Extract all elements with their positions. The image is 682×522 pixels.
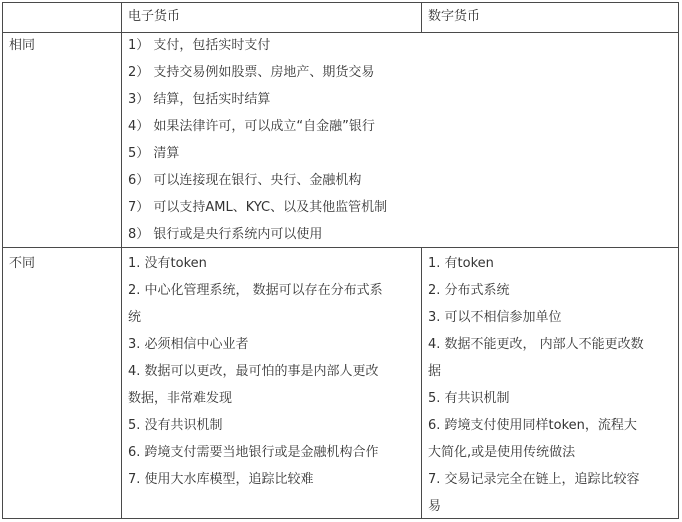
list-item: 6. 跨境支付使用同样token，流程大 <box>428 418 637 433</box>
list-item: 7. 使用大水库模型，追踪比较难 <box>128 472 314 487</box>
list-item: 2. 分布式系统 <box>428 283 510 298</box>
list-item: 4） 如果法律许可，可以成立“自金融”银行 <box>128 119 375 134</box>
list-item: 5. 没有共识机制 <box>128 418 223 433</box>
list-item: 1. 没有token <box>128 256 207 271</box>
list-item: 易 <box>428 499 442 514</box>
list-item: 4. 数据可以更改，最可怕的事是内部人更改 <box>128 364 379 379</box>
list-item: 6） 可以连接现在银行、央行、金融机构 <box>128 173 362 188</box>
list-item: 2. 中心化管理系统， 数据可以存在分布式系 <box>128 283 383 298</box>
list-item: 5） 清算 <box>128 146 180 161</box>
table-border-header <box>2 32 679 33</box>
list-item: 7） 可以支持AML、KYC、以及其他监管机制 <box>128 200 388 215</box>
list-item: 1） 支付，包括实时支付 <box>128 38 271 53</box>
list-item: 4. 数据不能更改， 内部人不能更改数 <box>428 337 644 352</box>
table-border-col1 <box>121 2 122 519</box>
list-item: 3. 必须相信中心业者 <box>128 337 249 352</box>
list-item: 据 <box>428 364 442 379</box>
table-border-row <box>2 247 679 248</box>
table-border-top <box>2 2 679 3</box>
row-label-different: 不同 <box>9 256 36 271</box>
table-border-bottom <box>2 518 679 519</box>
list-item: 8） 银行或是央行系统内可以使用 <box>128 227 323 242</box>
table-border-col2-bottom <box>421 247 422 519</box>
table-border-left <box>2 2 3 519</box>
table-border-col2-top <box>421 2 422 33</box>
list-item: 6. 跨境支付需要当地银行或是金融机构合作 <box>128 445 379 460</box>
list-item: 3. 可以不相信参加单位 <box>428 310 562 325</box>
header-electronic-money: 电子货币 <box>128 9 181 24</box>
list-item: 5. 有共识机制 <box>428 391 510 406</box>
list-item: 7. 交易记录完全在链上，追踪比较容 <box>428 472 640 487</box>
list-item: 2） 支持交易例如股票、房地产、期货交易 <box>128 65 375 80</box>
table-border-right <box>678 2 679 519</box>
list-item: 数据，非常难发现 <box>128 391 233 406</box>
header-digital-currency: 数字货币 <box>428 9 481 24</box>
list-item: 1. 有token <box>428 256 494 271</box>
row-label-same: 相同 <box>9 38 36 53</box>
list-item: 统 <box>128 310 142 325</box>
list-item: 大简化,或是使用传统做法 <box>428 445 576 460</box>
list-item: 3） 结算，包括实时结算 <box>128 92 271 107</box>
